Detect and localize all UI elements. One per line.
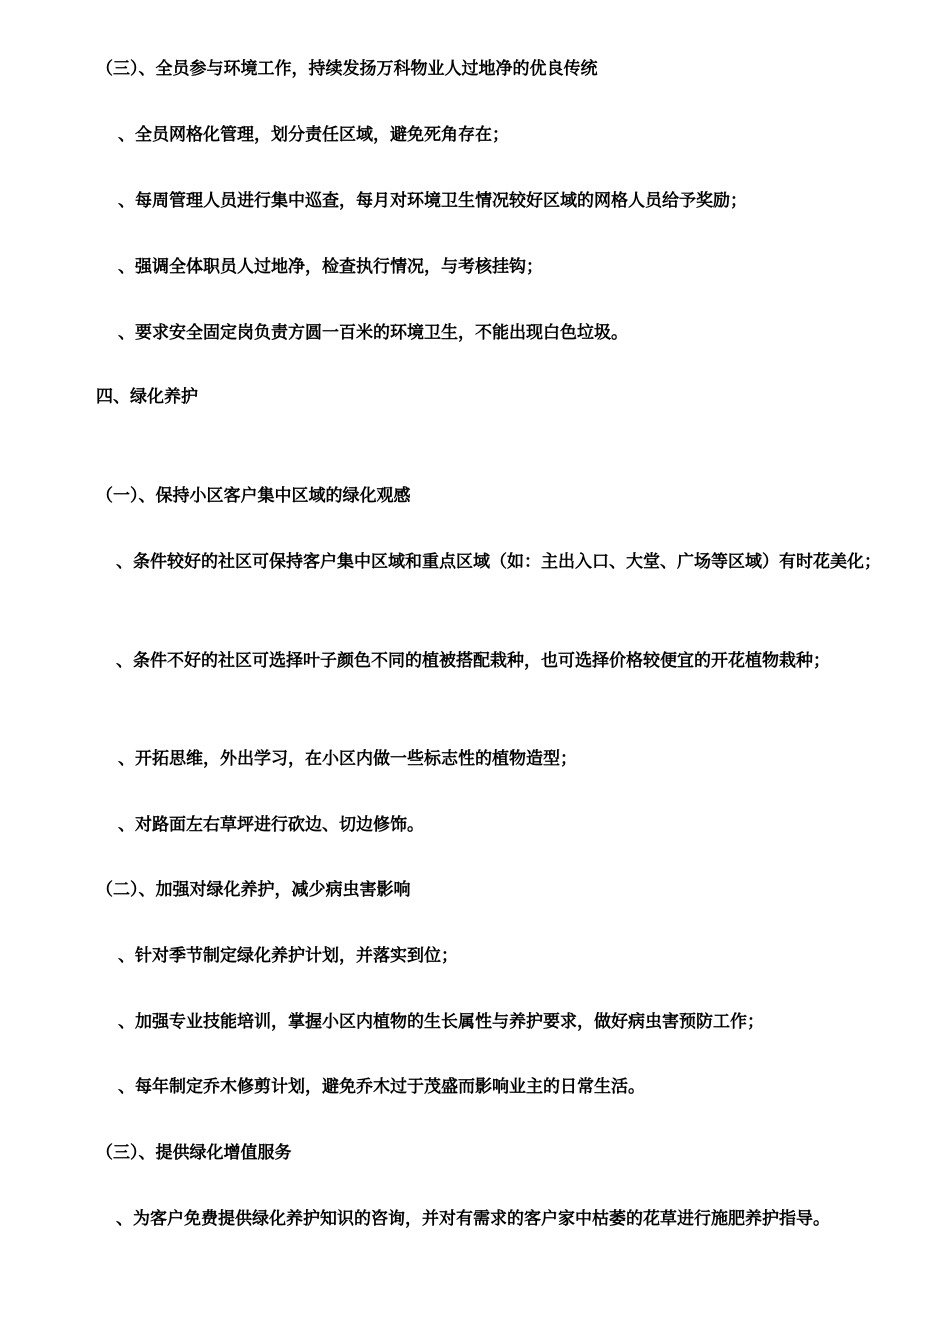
chapter-heading: 四、绿化养护	[96, 387, 198, 407]
section-heading: （二）、加强对绿化养护，减少病虫害影响	[96, 880, 411, 900]
list-item: 、全员网格化管理，划分责任区域，避免死角存在；	[118, 125, 509, 145]
list-item: 、每年制定乔木修剪计划，避免乔木过于茂盛而影响业主的日常生活。	[118, 1077, 645, 1097]
list-item: 、条件不好的社区可选择叶子颜色不同的植被搭配栽种，也可选择价格较便宜的开花植物栽种；	[116, 651, 830, 671]
list-item: 、要求安全固定岗负责方圆一百米的环境卫生，不能出现白色垃圾。	[118, 323, 628, 343]
list-item: 、加强专业技能培训，掌握小区内植物的生长属性与养护要求，做好病虫害预防工作；	[118, 1012, 764, 1032]
list-item: 、每周管理人员进行集中巡查，每月对环境卫生情况较好区域的网格人员给予奖励；	[118, 191, 747, 211]
section-heading: （三）、全员参与环境工作，持续发扬万科物业人过地净的优良传统	[96, 59, 598, 79]
list-item: 、针对季节制定绿化养护计划，并落实到位；	[118, 946, 458, 966]
list-item: 、条件较好的社区可保持客户集中区域和重点区域（如：主出入口、大堂、广场等区域）有时花美化；	[116, 552, 881, 572]
section-heading: （一）、保持小区客户集中区域的绿化观感	[96, 486, 411, 506]
list-item: 、为客户免费提供绿化养护知识的咨询，并对有需求的客户家中枯萎的花草进行施肥养护指导。	[116, 1209, 830, 1229]
list-item: 、强调全体职员人过地净，检查执行情况，与考核挂钩；	[118, 257, 543, 277]
section-heading: （三）、提供绿化增值服务	[96, 1143, 292, 1163]
list-item: 、开拓思维，外出学习，在小区内做一些标志性的植物造型；	[118, 749, 577, 769]
list-item: 、对路面左右草坪进行砍边、切边修饰。	[118, 815, 424, 835]
